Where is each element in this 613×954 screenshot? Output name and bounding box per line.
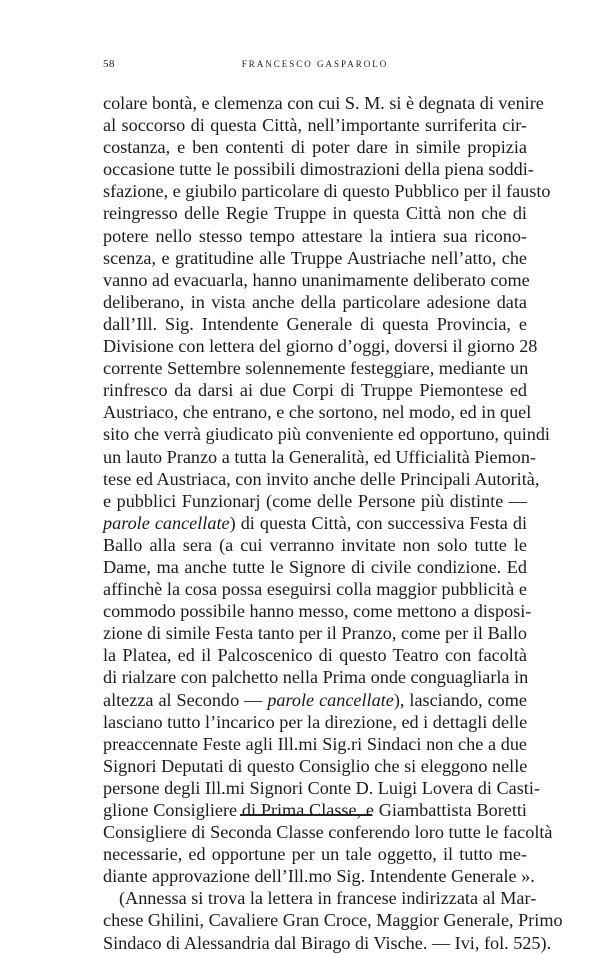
text-line xyxy=(103,689,527,711)
text-line: reingresso delle Regie Truppe in questa Città non che di xyxy=(103,203,527,224)
text-line: di rialzare con palchetto nella Prima onde conguagliarla in xyxy=(103,667,529,688)
text-line: sfazione, e giubilo particolare di questo Pubblico per il fausto xyxy=(103,181,551,202)
text-line: e pubblici Funzionarj (come delle Persone più distinte — xyxy=(103,490,527,511)
page-number: 58 xyxy=(103,58,115,70)
text-line: affinchè la cosa possa eseguirsi colla maggior pubblicità e xyxy=(103,579,527,600)
text-line: zione di simile Festa tanto per il Pranzo, come per il Ballo xyxy=(103,623,527,644)
text-line: al soccorso di questa Città, nell’importante surriferita cir- xyxy=(103,115,527,136)
text-line: Signori Deputati di questo Consiglio che si eleggono nelle xyxy=(103,755,528,776)
body-text xyxy=(103,92,563,954)
text-line: la Platea, ed il Palcoscenico di questo Teatro con facoltà xyxy=(103,645,527,666)
text-line: (Annessa si trova la lettera in francese indirizzata al Mar- xyxy=(119,888,537,909)
text-line: deliberano, in vista anche della particolare adesione data xyxy=(103,291,527,312)
text-line: lasciano tutto l’incarico per la direzione, ed i dettagli delle xyxy=(103,711,528,732)
text-line: commodo possibile hanno messo, come mettono a disposi- xyxy=(103,601,532,622)
text-line: un lauto Pranzo a tutta la Generalità, ed Ufficialità Piemon- xyxy=(103,446,536,467)
text-line: Sindaco di Alessandria dal Birago di Vische. — Ivi, fol. 525). xyxy=(103,932,552,953)
text-line: glione Consigliere di Prima Classe, e Giambattista Boretti xyxy=(103,800,527,820)
text-line: preaccennate Feste agli Ill.mi Sig.ri Sindaci non che a due xyxy=(103,733,527,754)
text-line: diante approvazione dell’Ill.mo Sig. Intendente Generale ». xyxy=(103,866,535,887)
text-line: necessarie, ed opportune per un tale oggetto, il tutto me- xyxy=(103,844,527,865)
text-line: tese ed Austriaca, con invito anche delle Principali Autorità, xyxy=(103,468,540,489)
text-line: Ballo alla sera (a cui verranno invitate non solo tutte le xyxy=(103,534,527,555)
italic-note: parole cancellate xyxy=(103,512,230,533)
text-fragment: ), lasciando, come xyxy=(393,689,527,710)
text-line: vanno ad evacuarla, hanno unanimamente deliberato come xyxy=(103,269,530,290)
text-line: colare bontà, e clemenza con cui S. M. si è degnata di venire xyxy=(103,93,544,113)
text-line: persone degli Ill.mi Signori Conte D. Luigi Lovera di Casti- xyxy=(103,777,540,798)
text-line: occasione tutte le possibili dimostrazioni della piena soddi- xyxy=(103,159,534,180)
text-line: scenza, e gratitudine alle Truppe Austriache nell’atto, che xyxy=(103,247,527,268)
text-line: Austriaco, che entrano, e che sortono, nel modo, ed in quel xyxy=(103,402,532,423)
running-head: FRANCESCO GASPAROLO xyxy=(241,59,389,69)
text-fragment: ) di questa Città, con successiva Festa di xyxy=(229,512,528,533)
section-rule xyxy=(240,814,372,816)
text-line: sito che verrà giudicato più conveniente ed opportuno, quindi xyxy=(103,424,550,445)
text-line: rinfresco da darsi ai due Corpi di Truppe Piemontese ed xyxy=(103,380,527,401)
text-line: corrente Settembre solennemente festeggiare, mediante un xyxy=(103,358,529,379)
text-line: costanza, e ben contenti di poter dare in simile propizia xyxy=(103,137,527,158)
text-line: Divisione con lettera del giorno d’oggi, doversi il giorno 28 xyxy=(103,336,538,357)
text-line: Dame, ma anche tutte le Signore di civile condizione. Ed xyxy=(103,556,527,577)
italic-note: parole cancellate xyxy=(267,689,394,710)
text-line: potere nello stesso tempo attestare la intiera sua ricono- xyxy=(103,225,527,246)
text-line xyxy=(103,512,527,534)
text-line: dall’Ill. Sig. Intendente Generale di questa Provincia, e xyxy=(103,313,527,334)
page-header xyxy=(103,58,527,72)
text-line: chese Ghilini, Cavaliere Gran Croce, Maggior Generale, Primo xyxy=(103,910,563,931)
text-line: Consigliere di Seconda Classe conferendo loro tutte le facoltà xyxy=(103,822,553,843)
text-fragment: altezza al Secondo — xyxy=(103,689,268,710)
